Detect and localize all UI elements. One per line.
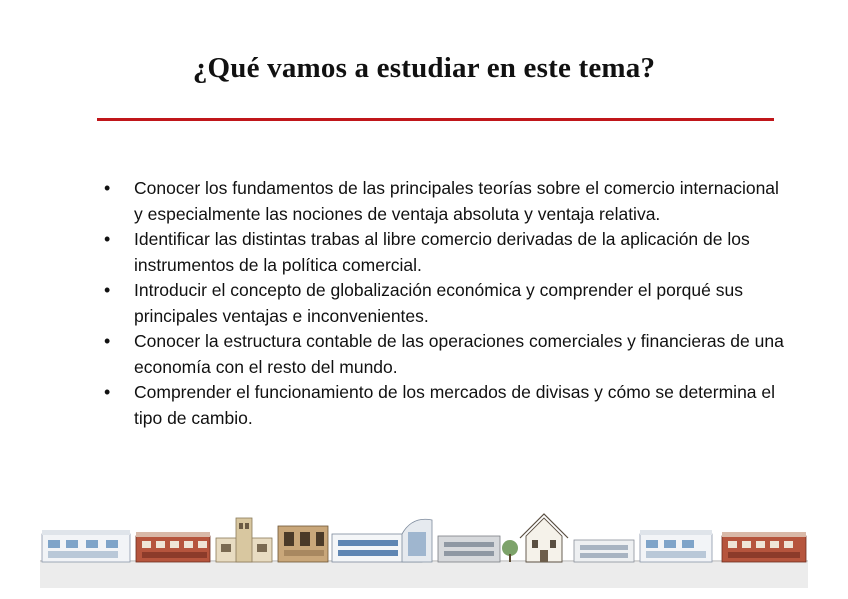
building-10	[722, 532, 806, 562]
bullet-item: • Introducir el concepto de globalización económica y comprender el porqué sus principales ventajas e inconvenientes.	[104, 278, 784, 329]
buildings-banner-illustration	[40, 512, 808, 588]
building-3	[216, 518, 272, 562]
bullet-list	[104, 176, 784, 431]
building-6	[438, 536, 518, 562]
building-9	[640, 530, 712, 562]
building-1	[42, 530, 130, 562]
slide-title: ¿Qué vamos a estudiar en este tema?	[192, 52, 656, 84]
building-5	[332, 519, 432, 562]
title-divider	[97, 118, 774, 121]
bullet-item: • Conocer la estructura contable de las operaciones comerciales y financieras de una economía con el resto del mundo.	[104, 329, 784, 380]
building-2	[136, 532, 210, 562]
building-7	[520, 514, 568, 562]
bullet-item: • Identificar las distintas trabas al libre comercio derivadas de la aplicación de los instrumentos de la política comercial.	[104, 227, 784, 278]
bullet-item: • Conocer los fundamentos de las principales teorías sobre el comercio internacional y especialmente las nociones de ventaja absoluta y ventaja relativa.	[104, 176, 784, 227]
ground-strip	[40, 560, 808, 588]
building-4	[278, 526, 328, 562]
building-8	[574, 540, 634, 562]
bullet-item: • Comprender el funcionamiento de los mercados de divisas y cómo se determina el tipo de cambio.	[104, 380, 784, 431]
